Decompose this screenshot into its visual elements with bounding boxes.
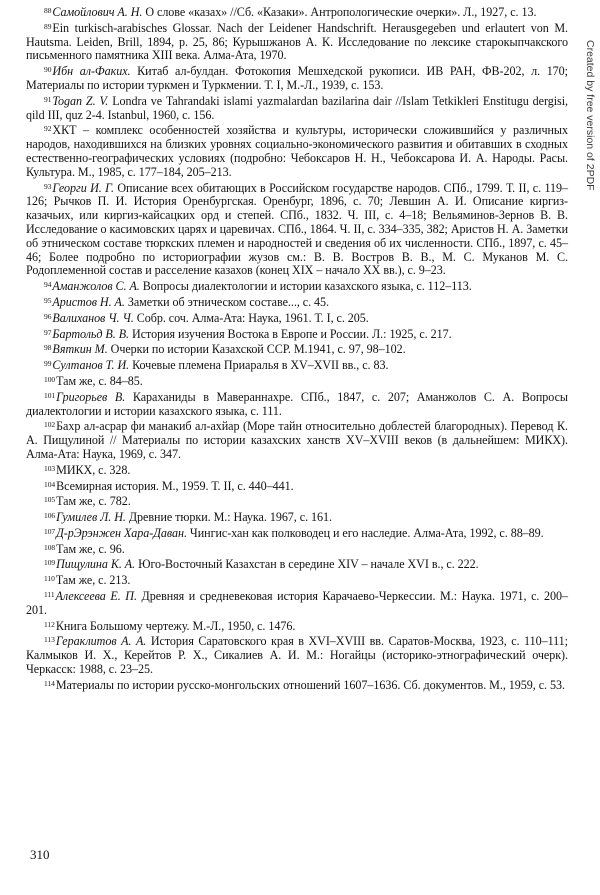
watermark-text: Created by free version of 2PDF	[584, 40, 596, 191]
footnote-number: 112	[44, 619, 55, 629]
footnote-author: Самойлович А. Н.	[52, 5, 143, 19]
footnote-text: Древние тюрки. М.: Наука. 1967, с. 161.	[125, 510, 332, 525]
footnote-author: Togan Z. V.	[52, 93, 109, 108]
footnote-text: Заметки об этническом составе..., с. 45.	[124, 294, 329, 309]
footnote-text: Всемирная история. М., 1959. Т. II, с. 440–441.	[56, 478, 294, 493]
footnote-author: Аристов Н. А.	[52, 294, 125, 309]
footnote-number: 91	[44, 94, 52, 104]
footnote-author: Султанов Т. И.	[52, 358, 130, 373]
footnote-text: Материалы по истории русско-монгольских отношений 1607–1636. Сб. документов. М., 1959, с. 53.	[55, 677, 565, 692]
footnote	[26, 633, 568, 676]
footnote	[26, 180, 568, 279]
footnote	[26, 373, 568, 389]
footnote-text: Там же, с. 84–85.	[56, 373, 143, 388]
footnote	[26, 20, 568, 63]
footnote	[26, 493, 568, 509]
footnote	[26, 341, 568, 357]
footnote-text: Очерки по истории Казахской ССР. М.1941, с. 97, 98–102.	[107, 342, 406, 357]
footnote-author: Георги И. Г.	[52, 180, 114, 195]
footnote	[26, 556, 568, 572]
footnote-author: Гераклитов А. А.	[55, 634, 147, 649]
footnote-number: 90	[44, 65, 52, 75]
footnote-text: Бахр ал-асрар фи манакиб ал-ахйар (Море тайн относительно доблестей благородных). Перевод К. А. Пищулиной // Материалы по истории казахских ханств XV–XVIII веков (в дальнейшем: МИКХ). Алма-Ата: Наука, 1969, с. 347.	[26, 419, 568, 461]
footnote-author: Д-рЭрэнжен Хара-Даван.	[56, 525, 187, 540]
footnote	[26, 462, 568, 478]
footnote-number: 101	[44, 390, 56, 400]
footnote-number: 105	[44, 495, 56, 505]
footnote-number: 97	[44, 327, 52, 337]
footnote-number: 108	[44, 542, 56, 552]
footnote	[26, 541, 568, 557]
footnote-number: 92	[44, 124, 52, 134]
footnote-text: Там же, с. 782.	[56, 494, 131, 509]
footnote-text: История изучения Востока в Европе и России. Л.: 1925, с. 217.	[129, 326, 452, 341]
footnote-number: 98	[44, 343, 52, 353]
footnote-number: 107	[44, 526, 56, 536]
footnote	[26, 326, 568, 342]
footnote	[26, 122, 568, 179]
footnote-text: Юго-Восточный Казахстан в середине XIV – начале XVI в., с. 222.	[135, 557, 479, 572]
footnote-text: Китаб ал-булдан. Фотокопия Мешхедской рукописи. ИВ РАН, ФВ-202, л. 170; Материалы по истории туркмен и Туркмении. Т. I, М.-Л., 1939, с. 153.	[26, 64, 568, 92]
footnote-number: 94	[44, 280, 52, 290]
footnote	[26, 93, 568, 123]
footnote-number: 111	[44, 590, 55, 600]
footnote-number: 100	[44, 374, 56, 384]
footnote	[26, 294, 568, 310]
footnote	[26, 357, 568, 373]
footnote-number: 99	[44, 359, 52, 369]
footnote-text: МИКХ, с. 328.	[56, 462, 131, 477]
footnote-text: Там же, с. 96.	[56, 541, 125, 556]
footnote-author: Ибн ал-Факих.	[52, 64, 131, 79]
footnote-text: Описание всех обитающих в Российском государстве народов. СПб., 1799. Т. II, с. 119–126; Рычков П. И. История Оренбургская. Оренбург, 1896, с. 70; Левшин А. И. Описание киргиз-казачьих, или киргиз-кайсацких орд и степей. СПб., 1832. Ч. III, с. 4–18; Вельяминов-Зернов В. В. Исследование о касимовских царях и царевичах. СПб., 1864. Ч. II, с. 334–335, 382; Аристов Н. А. Заметки об этническом составе тюркских племен и народностей и сведения об их численности. СПб., 1897, с. 45–46; Более подробно по историографии жузов см.: В. В. Востров В. В., М. С. Муканов М. С. Родоплеменной состав и расселение казахов (конец XIX – начало XX вв.), с. 9–23.	[26, 180, 568, 278]
footnote-author: Григорьев В.	[56, 389, 126, 404]
footnote-text: Ein turkisch-arabisches Glossar. Nach der Leidener Handschrift. Herausgegeben und erlautert von M. Hautsma. Leiden, Brill, 1894, p. 25, 86; Курышжанов А. К. Исследование по лексике старокыпчакского письменного памятника XIII века. Алма-Ата, 1970.	[26, 20, 568, 63]
footnote-number: 109	[44, 558, 56, 568]
footnote-number: 103	[44, 463, 56, 473]
footnote-text: Караханиды в Мавераннахре. СПб., 1847, с. 207; Аманжолов С. А. Вопросы диалектологии и истории казахского языка, с. 111.	[26, 389, 568, 418]
footnote-author: Вяткин М.	[52, 342, 108, 357]
footnote-number: 113	[44, 635, 55, 645]
footnote-number: 93	[44, 181, 52, 191]
footnote	[26, 588, 568, 618]
footnote-number: 106	[44, 511, 56, 521]
footnote-number: 104	[44, 479, 56, 489]
footnote-text: Кочевые племена Приаралья в XV–XVII вв., с. 83.	[129, 358, 389, 373]
footnote-text: Древняя и средневековая история Карачаево-Черкессии. М.: Наука. 1971, с. 200–201.	[26, 589, 568, 617]
footnote-number: 110	[44, 574, 55, 584]
footnote	[26, 572, 568, 588]
footnote	[26, 525, 568, 541]
footnote-text: История Саратовского края в XVI–XVIII вв. Саратов-Москва, 1923, с. 110–111; Калмыков И. Х., Керейтов Р. Х., Сикалиев А. И. М.: Ногайцы (историко-этнографический очерк). Черкасск: 1988, с. 23–25.	[26, 634, 568, 677]
footnote-author: Аманжолов С. А.	[52, 279, 140, 294]
footnote	[26, 4, 568, 20]
footnote-number: 102	[44, 420, 56, 430]
footnote-text: Вопросы диалектологии и истории казахского языка, с. 112–113.	[139, 279, 472, 294]
footnote-number: 114	[44, 678, 55, 688]
footnotes-list	[26, 4, 568, 693]
footnote-text: Собр. соч. Алма-Ата: Наука, 1961. Т. I, с. 205.	[133, 310, 369, 325]
footnote	[26, 677, 568, 693]
footnote-text: Londra ve Tahrandaki islami yazmalardan bazilarina dair //Islam Tetkikleri Enstitugu dergisi, qild III, quz 2-4. Istanbul, 1960, с. 156.	[26, 93, 568, 122]
footnote-text: Там же, с. 213.	[55, 573, 131, 588]
footnote	[26, 63, 568, 93]
footnote-number: 88	[44, 6, 52, 15]
footnote	[26, 618, 568, 634]
footnote	[26, 278, 568, 294]
footnote-number: 89	[44, 21, 52, 31]
footnote	[26, 389, 568, 419]
footnote-number: 95	[44, 295, 52, 305]
footnote-author: Алексеева Е. П.	[55, 589, 137, 604]
footnote	[26, 310, 568, 326]
footnote-text: ХКТ – комплекс особенностей хозяйства и культуры, исторически сложившийся у различных народов, находившихся на близких уровнях социально-экономического развития и обитавших в сходных естественно-географических условиях (подробно: Чебоксаров Н. Н., Чебоксарова И. А. Народы. Расы. Культура. М., 1985, с. 177–184, 205–213.	[26, 123, 568, 179]
footnote-author: Бартольд В. В.	[52, 326, 130, 341]
footnote	[26, 509, 568, 525]
footnote-text: Чингис-хан как полководец и его наследие. Алма-Ата, 1992, с. 88–89.	[186, 525, 544, 540]
footnote-number: 96	[44, 311, 52, 321]
footnote-text: Книга Большому чертежу. М.-Л., 1950, с. 1476.	[55, 618, 296, 633]
footnote	[26, 418, 568, 461]
footnote-author: Валиханов Ч. Ч.	[52, 310, 134, 325]
footnote-text: О слове «казах» //Сб. «Казаки». Антропологические очерки». Л., 1927, с. 13.	[142, 5, 537, 19]
footnote-author: Гумилев Л. Н.	[56, 510, 126, 525]
footnote-author: Пищулина К. А.	[56, 557, 136, 572]
page-number: 310	[30, 847, 50, 862]
footnote	[26, 478, 568, 494]
